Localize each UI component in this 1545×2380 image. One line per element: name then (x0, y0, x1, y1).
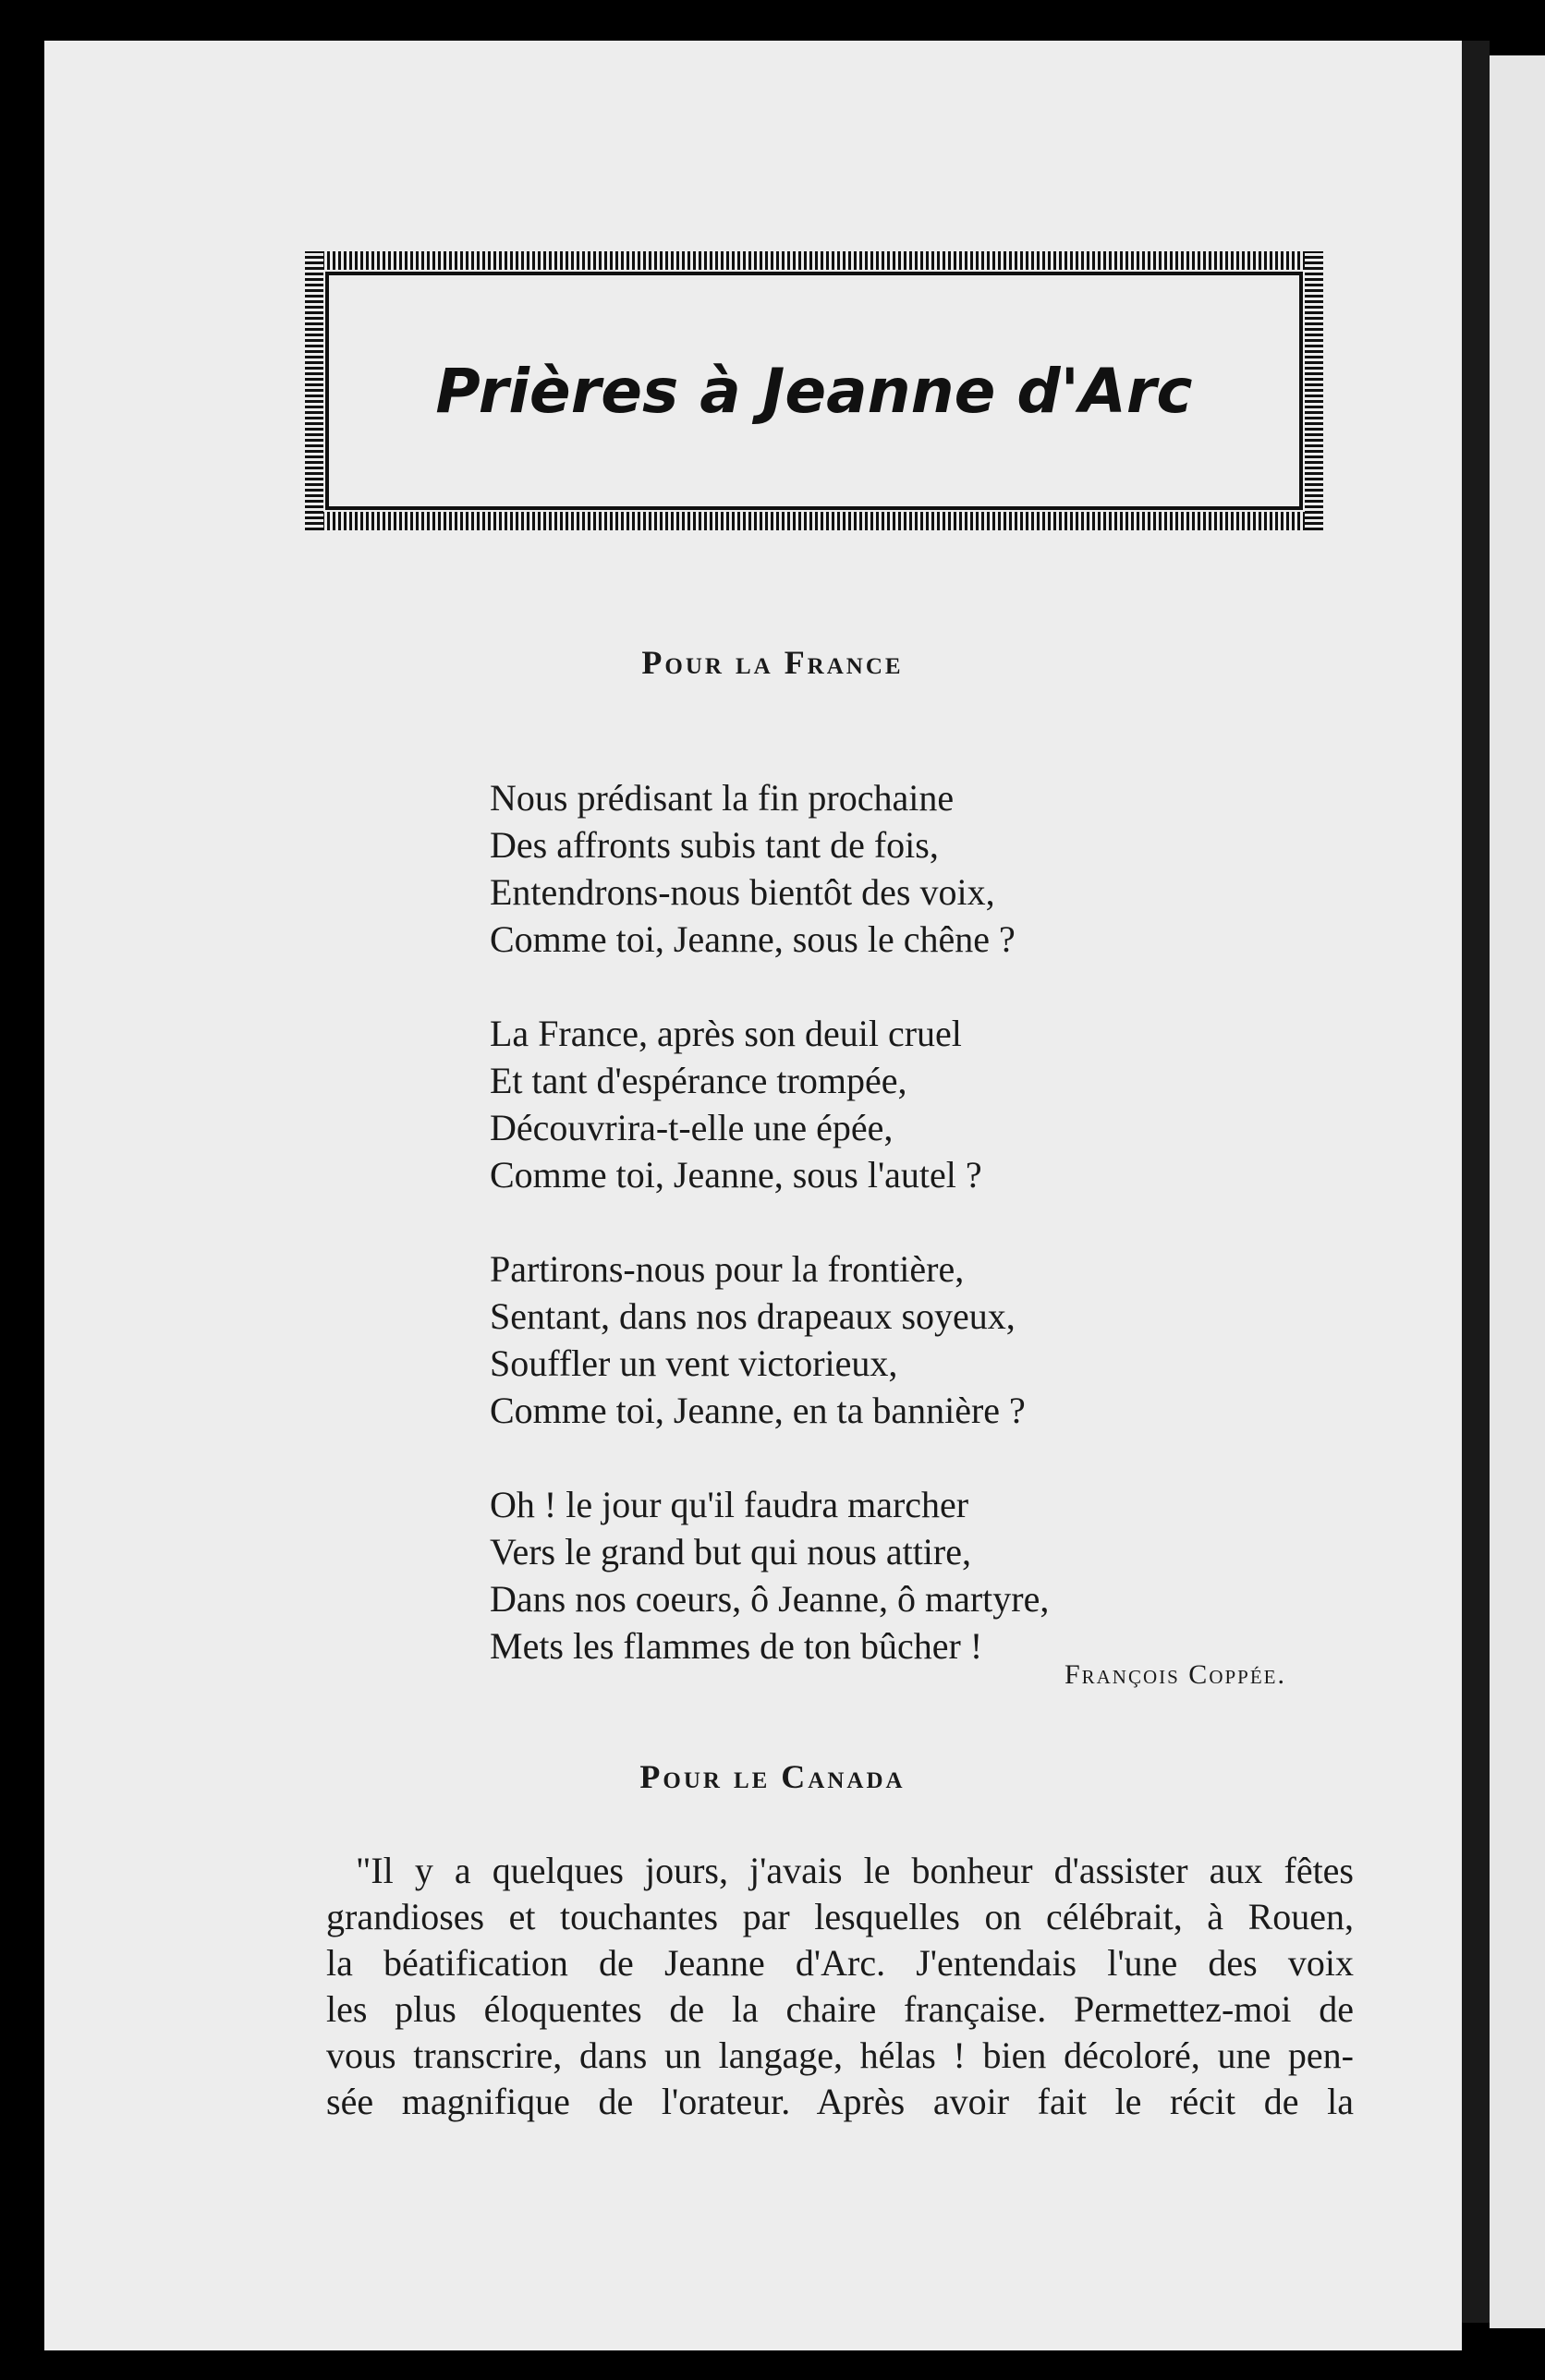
title-frame-right (1305, 251, 1323, 530)
prose-line: les plus éloquentes de la chaire française. Permettez-moi de (326, 1988, 1354, 2030)
title-frame-left (305, 251, 323, 530)
title-frame-top (305, 251, 1323, 270)
stanza-2 (490, 1010, 1321, 1198)
stanza-3 (490, 1245, 1321, 1434)
stanza-4 (490, 1481, 1321, 1670)
prose-line: sée magnifique de l'orateur. Après avoir fait le récit de la (326, 2081, 1354, 2122)
section-heading-canada: Pour le Canada (639, 1758, 906, 1795)
poem-line: Comme toi, Jeanne, en ta bannière ? (490, 1390, 1026, 1431)
poem-line: Nous prédisant la fin prochaine (490, 777, 955, 819)
poem-author: François Coppée. (1064, 1659, 1286, 1690)
poem-line: Dans nos coeurs, ô Jeanne, ô martyre, (490, 1578, 1050, 1620)
stanza-1 (490, 774, 1321, 963)
poem-line: Oh ! le jour qu'il faudra marcher (490, 1484, 969, 1525)
poem-line: Vers le grand but qui nous attire, (490, 1531, 971, 1572)
poem-line: La France, après son deuil cruel (490, 1013, 962, 1054)
prose-line: vous transcrire, dans un langage, hélas ! bien décoloré, une pen- (326, 2034, 1354, 2076)
prose-paragraph (326, 1848, 1354, 2125)
poem-line: Sentant, dans nos drapeaux soyeux, (490, 1295, 1016, 1337)
poem-line: Découvrira-t-elle une épée, (490, 1107, 894, 1148)
poem (490, 774, 1321, 1670)
prose-line: "Il y a quelques jours, j'avais le bonheur d'assister aux fêtes (356, 1850, 1354, 1891)
book-spine-shadow (1462, 41, 1490, 2323)
poem-line: Souffler un vent victorieux, (490, 1342, 898, 1384)
section-heading-france: Pour la France (641, 644, 904, 681)
poem-line: Entendrons-nous bientôt des voix, (490, 871, 995, 913)
poem-line: Comme toi, Jeanne, sous l'autel ? (490, 1154, 982, 1196)
poem-line: Des affronts subis tant de fois, (490, 824, 939, 866)
prose-line: la béatification de Jeanne d'Arc. J'entendais l'une des voix (326, 1942, 1354, 1984)
poem-line: Partirons-nous pour la frontière, (490, 1248, 965, 1290)
poem-line: Comme toi, Jeanne, sous le chêne ? (490, 918, 1016, 960)
title-frame-bottom (305, 512, 1323, 530)
prose-line: grandioses et touchantes par lesquelles on célébrait, à Rouen, (326, 1896, 1354, 1937)
poem-line: Et tant d'espérance trompée, (490, 1060, 907, 1101)
page-title: Prières à Jeanne d'Arc (435, 355, 1193, 427)
poem-line: Mets les flammes de ton bûcher ! (490, 1625, 983, 1667)
facing-page-edge (1490, 55, 1545, 2328)
